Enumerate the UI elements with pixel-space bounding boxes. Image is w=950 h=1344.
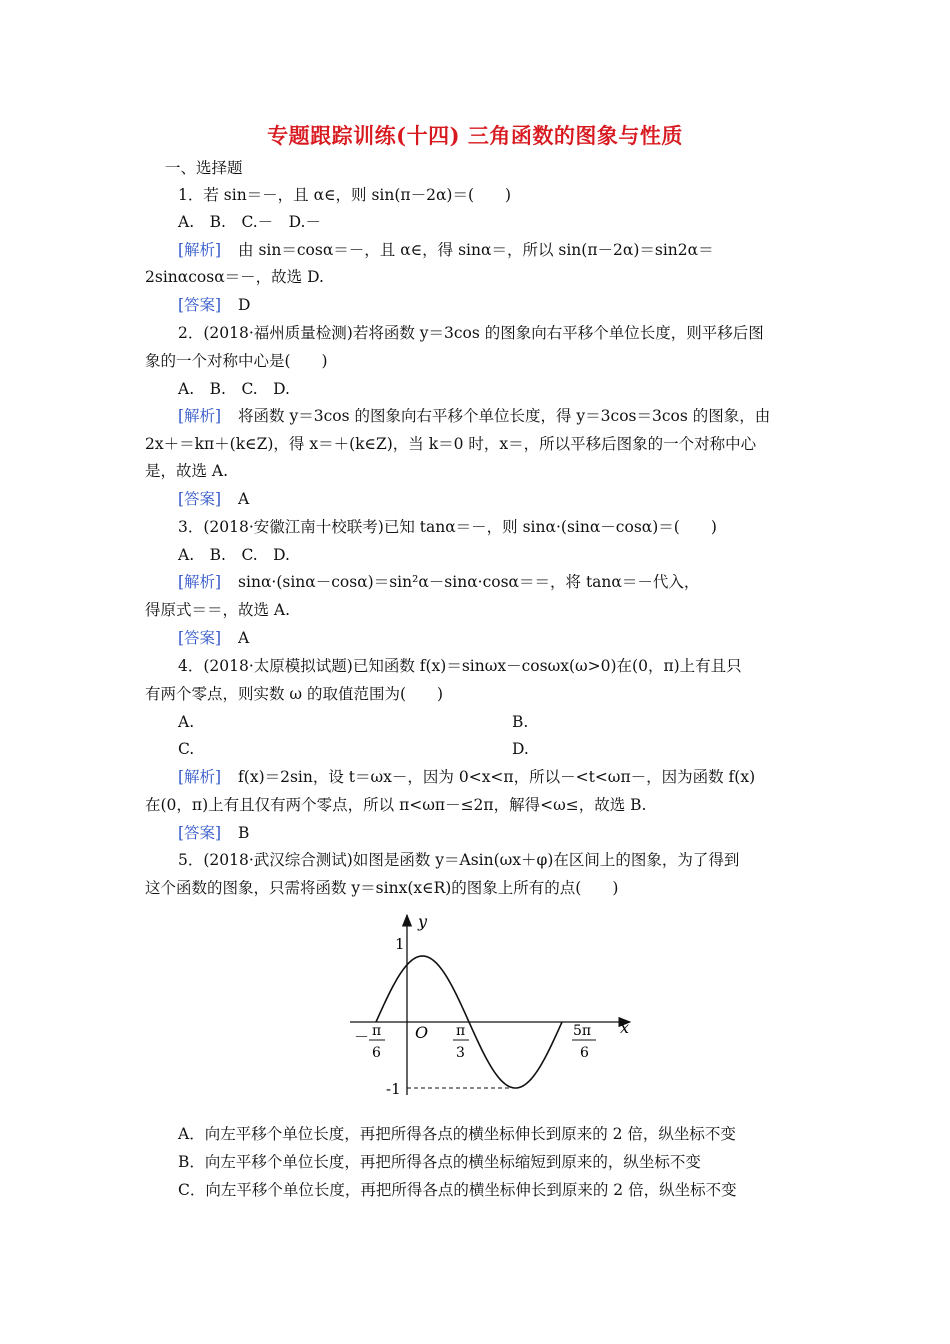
q1-answer-value: D	[238, 296, 251, 314]
q2-stem: 2．(2018·福州质量检测)若将函数 y＝3cos 的图象向右平移个单位长度，则平移后图	[178, 324, 764, 342]
y-tick-minus-one: -1	[386, 1080, 401, 1098]
x-tick-5pi-6-num: 5π	[573, 1023, 592, 1039]
q3-answer	[178, 627, 249, 649]
q5-stem: 5．(2018·武汉综合测试)如图是函数 y＝Asin(ωx＋φ)在区间上的图象，为了得到	[178, 851, 740, 869]
y-axis-label: y	[418, 912, 428, 931]
q1-stem: 1．若 sin＝－，且 α∈，则 sin(π－2α)＝( )	[178, 186, 512, 204]
x-tick-pi-3-num: π	[456, 1023, 466, 1039]
sine-graph-figure	[340, 905, 650, 1105]
x-tick-5pi-6-den: 6	[580, 1045, 589, 1061]
q1-answer	[178, 294, 250, 316]
q2-analysis-cont: 2x＋＝kπ＋(k∈Z)，得 x＝＋(k∈Z)，当 k＝0 时，x＝，所以平移后图象的一个对称中心	[145, 435, 757, 453]
q2-stem-cont: 象的一个对称中心是( )	[145, 352, 328, 370]
answer-tag: [答案]	[178, 296, 222, 314]
q5-option-b: B．向左平移个单位长度，再把所得各点的横坐标缩短到原来的，纵坐标不变	[178, 1153, 701, 1171]
answer-tag: [答案]	[178, 629, 222, 647]
q3-analysis-cont: 得原式＝＝，故选 A.	[145, 601, 291, 619]
analysis-tag: [解析]	[178, 241, 222, 259]
y-tick-one: 1	[395, 935, 405, 953]
x-tick-pi-3-den: 3	[456, 1045, 465, 1061]
q2-answer-value: A	[238, 490, 250, 508]
analysis-tag: [解析]	[178, 768, 222, 786]
q2-analysis-text: 将函数 y＝3cos 的图象向右平移个单位长度，得 y＝3cos＝3cos 的图象，由	[238, 407, 771, 425]
q2-analysis	[178, 405, 770, 427]
q3-options: A. B. C. D.	[178, 546, 290, 564]
q2-answer	[178, 488, 249, 510]
q3-answer-value: A	[238, 629, 250, 647]
q1-analysis-cont: 2sinαcosα＝－，故选 D.	[145, 268, 324, 286]
q1-analysis	[178, 239, 714, 261]
q1-options: A. B. C.－ D.－	[178, 213, 321, 231]
q4-stem-cont: 有两个零点，则实数 ω 的取值范围为( )	[145, 685, 444, 703]
q4-answer-value: B	[238, 824, 250, 842]
q3-analysis-text: sinα·(sinα－cosα)＝sin²α－sinα·cosα＝＝，将 tanα＝－代入，	[238, 573, 700, 591]
q4-option-b: B.	[512, 713, 529, 731]
q4-option-d: D.	[512, 740, 529, 758]
q4-analysis-cont: 在(0，π)上有且仅有两个零点，所以 π<ωπ－≤2π，解得<ω≤，故选 B.	[145, 796, 647, 814]
q3-analysis	[178, 571, 699, 593]
q4-analysis	[178, 766, 755, 788]
q1-analysis-text: 由 sin＝cosα＝－，且 α∈，得 sinα＝，所以 sin(π－2α)＝sin2α＝	[238, 241, 714, 259]
origin-label: O	[415, 1023, 429, 1042]
answer-tag: [答案]	[178, 490, 222, 508]
q3-stem: 3．(2018·安徽江南十校联考)已知 tanα＝－，则 sinα·(sinα－cosα)＝( )	[178, 518, 717, 536]
x-tick-neg-pi-6-num: π	[372, 1023, 382, 1039]
x-axis-label: x	[620, 1018, 630, 1037]
page-title: 专题跟踪训练(十四) 三角函数的图象与性质	[267, 123, 683, 148]
q5-option-c: C．向左平移个单位长度，再把所得各点的横坐标伸长到原来的 2 倍，纵坐标不变	[178, 1181, 737, 1199]
q4-option-c: C.	[178, 740, 195, 758]
section-heading: 一、选择题	[165, 159, 243, 177]
analysis-tag: [解析]	[178, 407, 222, 425]
q2-analysis-end: 是，故选 A.	[145, 462, 229, 480]
x-tick-neg-pi-6-minus: －	[354, 1028, 370, 1046]
x-tick-neg-pi-6-den: 6	[372, 1045, 381, 1061]
q4-answer	[178, 822, 249, 844]
q5-stem-cont: 这个函数的图象，只需将函数 y＝sinx(x∈R)的图象上所有的点( )	[145, 879, 619, 897]
q4-stem: 4．(2018·太原模拟试题)已知函数 f(x)＝sinωx－cosωx(ω>0)在(0，π)上有且只	[178, 657, 742, 675]
q5-option-a: A．向左平移个单位长度，再把所得各点的横坐标伸长到原来的 2 倍，纵坐标不变	[178, 1125, 736, 1143]
answer-tag: [答案]	[178, 824, 222, 842]
q4-analysis-text: f(x)＝2sin，设 t＝ωx－，因为 0<x<π，所以－<t<ωπ－，因为函数 f(x)	[238, 768, 756, 786]
q2-options: A. B. C. D.	[178, 380, 290, 398]
q4-option-a: A.	[178, 713, 195, 731]
analysis-tag: [解析]	[178, 573, 222, 591]
